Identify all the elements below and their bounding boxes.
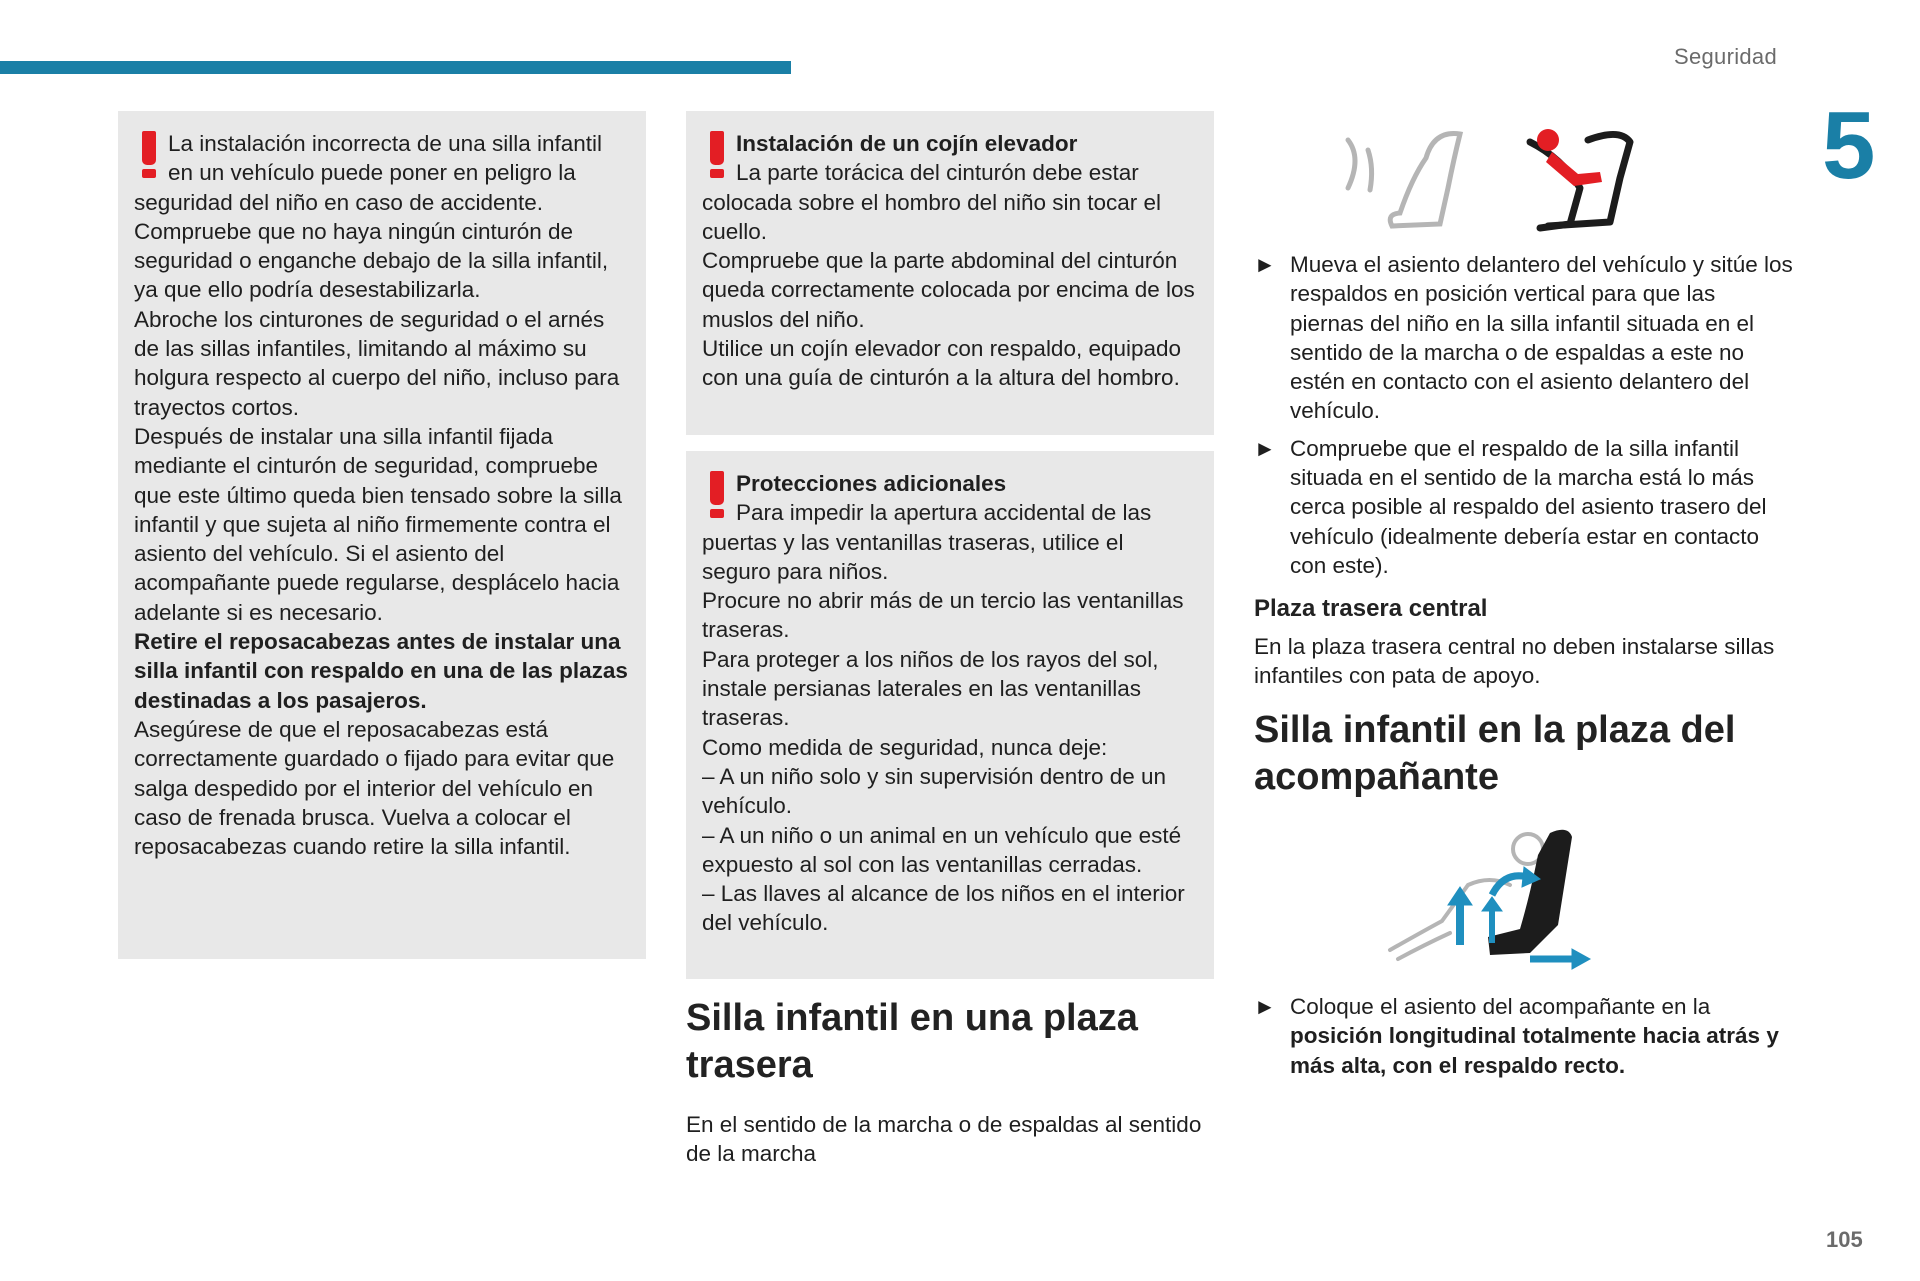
list-item: ► Mueva el asiento delantero del vehículo y sitúe los respaldos en posición vertical para que las piernas del niño en la silla infantil situada en el sentido de la marcha o de espaldas a este no estén en contacto con el asiento delantero del vehículo. [1254,252,1793,424]
list-item: – A un niño o un animal en un vehículo que esté expuesto al sol con las ventanillas cerradas. [702,822,1182,877]
heading-rear-seat: Silla infantil en una plaza trasera [686,997,1138,1086]
paragraph: Utilice un cojín elevador con respaldo, equipado con una guía de cinturón a la altura del hombro. [702,336,1182,391]
paragraph: La parte torácica del cinturón debe estar colocada sobre el hombro del niño sin tocar el cuello. [702,160,1162,244]
bullet-arrow-icon: ► [1254,435,1276,461]
seat-adjust-icon [1380,825,1600,980]
paragraph: Como medida de seguridad, nunca deje: [702,734,1108,760]
list-item: ► Compruebe que el respaldo de la silla infantil situada en el sentido de la marcha está lo más cerca posible al respaldo del asiento trasero del vehículo (idealmente debería estar en contacto con este). [1254,435,1767,578]
paragraph: Compruebe que la parte abdominal del cinturón queda correctamente colocada por encima de los muslos del niño. [702,248,1195,332]
box-title: Protecciones adicionales [736,471,1007,496]
bullet-arrow-icon: ► [1254,994,1276,1019]
header-accent-bar [0,61,791,74]
paragraph: La instalación incorrecta de una silla infantil en un vehículo puede poner en peligro la seguridad del niño en caso de accidente. [134,131,603,215]
rear-subtitle: En el sentido de la marcha o de espaldas al sentido de la marcha [686,1112,1202,1167]
paragraph: Abroche los cinturones de seguridad o el arnés de las sillas infantiles, limitando al máximo su holgura respecto al cuerpo del niño, incluso para trayectos cortos. [134,306,620,420]
box-title: Instalación de un cojín elevador [736,131,1078,156]
page-number: 105 [1826,1227,1863,1252]
seat-illustration-icon [1330,118,1650,238]
warning-box-booster [686,111,1214,435]
paragraph: Asegúrese de que el reposacabezas está correctamente guardado o fijado para evitar que salga despedido por el interior del vehículo en caso de frenada brusca. Vuelva a colocar el reposacabezas cuando retire la silla infantil. [134,716,615,860]
paragraph: Procure no abrir más de un tercio las ventanillas traseras. [702,588,1184,643]
warning-icon [702,469,736,519]
paragraph: Para impedir la apertura accidental de las puertas y las ventanillas traseras, utilice el seguro para niños. [702,500,1152,584]
heading-central-seat: Plaza trasera central [1254,595,1488,622]
list-item: – A un niño solo y sin supervisión dentro de un vehículo. [702,763,1167,819]
warning-icon [702,129,736,179]
warning-box-installation [118,111,646,959]
warning-box-additional [686,451,1214,979]
section-title: Seguridad [1674,44,1777,69]
central-seat-text: En la plaza trasera central no deben instalarse sillas infantiles con pata de apoyo. [1254,634,1775,689]
chapter-number: 5 [1822,92,1876,199]
paragraph: Para proteger a los niños de los rayos del sol, instale persianas laterales en las ventanillas traseras. [702,646,1159,731]
paragraph-bold: Retire el reposacabezas antes de instalar una silla infantil con respaldo en una de las plazas destinadas a los pasajeros. [134,629,628,713]
paragraph: Compruebe que no haya ningún cinturón de seguridad o enganche debajo de la silla infantil, ya que ello podría desestabilizarla. [134,218,609,303]
bullet-arrow-icon: ► [1254,252,1276,277]
list-item: ► Coloque el asiento del acompañante en la posición longitudinal totalmente hacia atrás y más alta, con el respaldo recto. [1254,994,1779,1078]
paragraph: Después de instalar una silla infantil fijada mediante el cinturón de seguridad, compruebe que este último queda bien tensado sobre la silla infantil y que sujeta al niño firmemente contra el asiento del vehículo. Si el asiento del acompañante puede regularse, desplácelo hacia adelante si es necesario. [134,423,622,625]
warning-icon [134,129,168,179]
list-item: – Las llaves al alcance de los niños en el interior del vehículo. [702,881,1185,936]
heading-front-seat: Silla infantil en la plaza del acompañante [1254,709,1736,798]
front-seat-instructions [1254,992,1794,1088]
instructions-list [1254,250,1794,588]
